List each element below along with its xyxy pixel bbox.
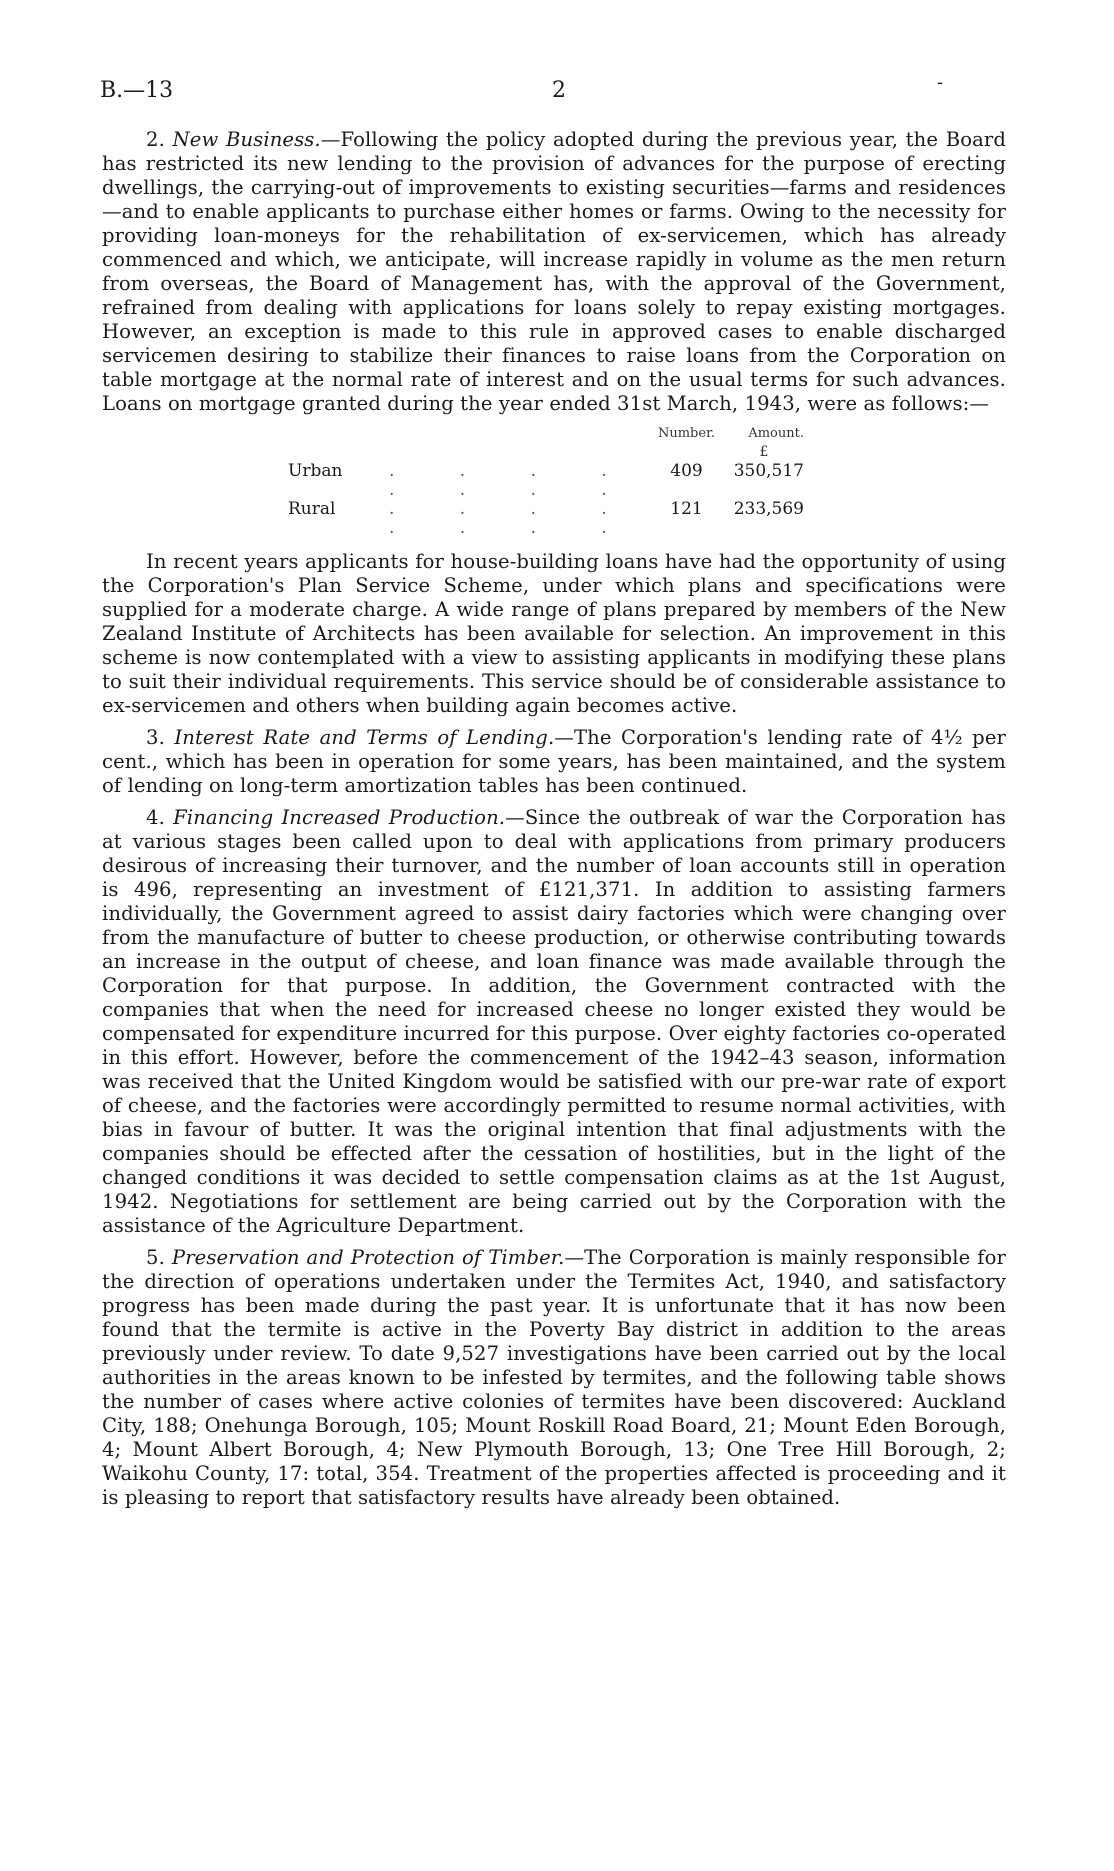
currency-unit: £	[759, 444, 769, 460]
section-interest-rate	[102, 726, 1006, 798]
page-header	[0, 72, 1114, 108]
row-label: Urban	[288, 461, 343, 481]
section-heading: Financing Increased Production.	[173, 806, 506, 829]
section-timber-preservation	[102, 1246, 1006, 1510]
leader-dots: . . . . . . . .	[389, 499, 637, 538]
section-number: 2.	[146, 128, 165, 151]
paragraph-plan-service: In recent years applicants for house-building loans have had the opportunity of using the Corporation's Plan Service Scheme, under which plans and specifications were supplied for a moderate charge. A wide range of plans prepared by members of the New Zealand Institute of Architects has been available for selection. An improvement in this scheme is now contemplated with a view to assisting applicants in modifying these plans to suit their individual requirements. This service should be of considerable assistance to ex-servicemen and others when building again becomes active.	[102, 550, 1006, 717]
loans-table	[102, 424, 1006, 538]
page-number: 2	[552, 78, 566, 103]
section-number: 5.	[146, 1246, 165, 1269]
section-heading: Interest Rate and Terms of Lending.	[174, 726, 555, 749]
row-number: 121	[670, 499, 703, 519]
column-header-number: Number.	[657, 426, 715, 441]
section-financing-production	[102, 806, 1006, 1238]
document-reference: B.—13	[100, 78, 174, 103]
document-body	[102, 128, 1006, 1518]
section-number: 4.	[146, 806, 165, 829]
section-new-business	[102, 128, 1006, 416]
loans-table-header	[102, 424, 1006, 443]
loans-table-unit-row	[102, 443, 1006, 462]
row-amount: 350,517	[733, 461, 804, 481]
section-text: —Following the policy adopted during the previous year, the Board has restricted its new lending to the provision of advances for the purpose of erecting dwellings, the carrying-out of improvements to existing securities—farms and residences—and to enable applicants to purchase either homes or farms. Owing to the necessity for providing loan-moneys for the rehabilitation of ex-servicemen, which has already commenced and which, we anticipate, will increase rapidly in volume as the men return from overseas, the Board of Management has, with the approval of the Government, refrained from dealing with applications for loans solely to repay existing mortgages. However, an exception is made to this rule in approved cases to enable discharged servicemen desiring to stabilize their finances to raise loans from the Corporation on table mortgage at the normal rate of interest and on the usual terms for such advances. Loans on mortgage granted during the year ended 31st March, 1943, were as follows:—	[102, 128, 1006, 415]
table-row	[102, 462, 1006, 500]
section-text: —The Corporation is mainly responsible for the direction of operations undertaken under the Termites Act, 1940, and satisfactory progress has been made during the past year. It is unfortunate that it has now been found that the termite is active in the Poverty Bay district in addition to the areas previously under review. To date 9,527 investigations have been carried out by the local authorities in the areas known to be infested by termites, and the following table shows the number of cases where active colonies of termites have been discovered: Auckland City, 188; Onehunga Borough, 105; Mount Roskill Road Board, 21; Mount Eden Borough, 4; Mount Albert Borough, 4; New Plymouth Borough, 13; One Tree Hill Borough, 2; Waikohu County, 17: total, 354. Treatment of the properties affected is proceeding and it is pleasing to report that satisfactory results have already been obtained.	[102, 1246, 1006, 1509]
column-header-amount: Amount.	[748, 426, 804, 441]
row-amount: 233,569	[733, 499, 804, 519]
row-number: 409	[670, 461, 703, 481]
section-heading: Preservation and Protection of Timber.	[171, 1246, 565, 1269]
row-label: Rural	[288, 499, 336, 519]
section-text: —The Corporation's lending rate of 4½ per cent., which has been in operation for some years, has been maintained, and the system of lending on long-term amortization tables has been continued.	[102, 726, 1006, 797]
section-number: 3.	[146, 726, 165, 749]
leader-dots: . . . . . . . .	[389, 461, 637, 500]
section-text: —Since the outbreak of war the Corporation has at various stages been called upon to deal with applications from primary producers desirous of increasing their turnover, and the number of loan accounts still in operation is 496, representing an investment of £121,371. In addition to assisting farmers individually, the Government agreed to assist dairy factories which were changing over from the manufacture of butter to cheese production, or otherwise contributing towards an increase in the output of cheese, and loan finance was made available through the Corporation for that purpose. In addition, the Government contracted with the companies that when the need for increased cheese no longer existed they would be compensated for expenditure incurred for this purpose. Over eighty factories co-operated in this effort. However, before the commencement of the 1942–43 season, information was received that the United Kingdom would be satisfied with our pre-war rate of export of cheese, and the factories were accordingly permitted to resume normal activities, with bias in favour of butter. It was the original intention that final adjustments with the companies should be effected after the cessation of hostilities, but in the light of the changed conditions it was decided to settle compensation claims as at the 1st August, 1942. Negotiations for settlement are being carried out by the Corporation with the assistance of the Agriculture Department.	[102, 806, 1006, 1237]
table-row	[102, 500, 1006, 538]
section-heading: New Business.	[172, 128, 321, 151]
margin-mark: -	[937, 72, 944, 93]
